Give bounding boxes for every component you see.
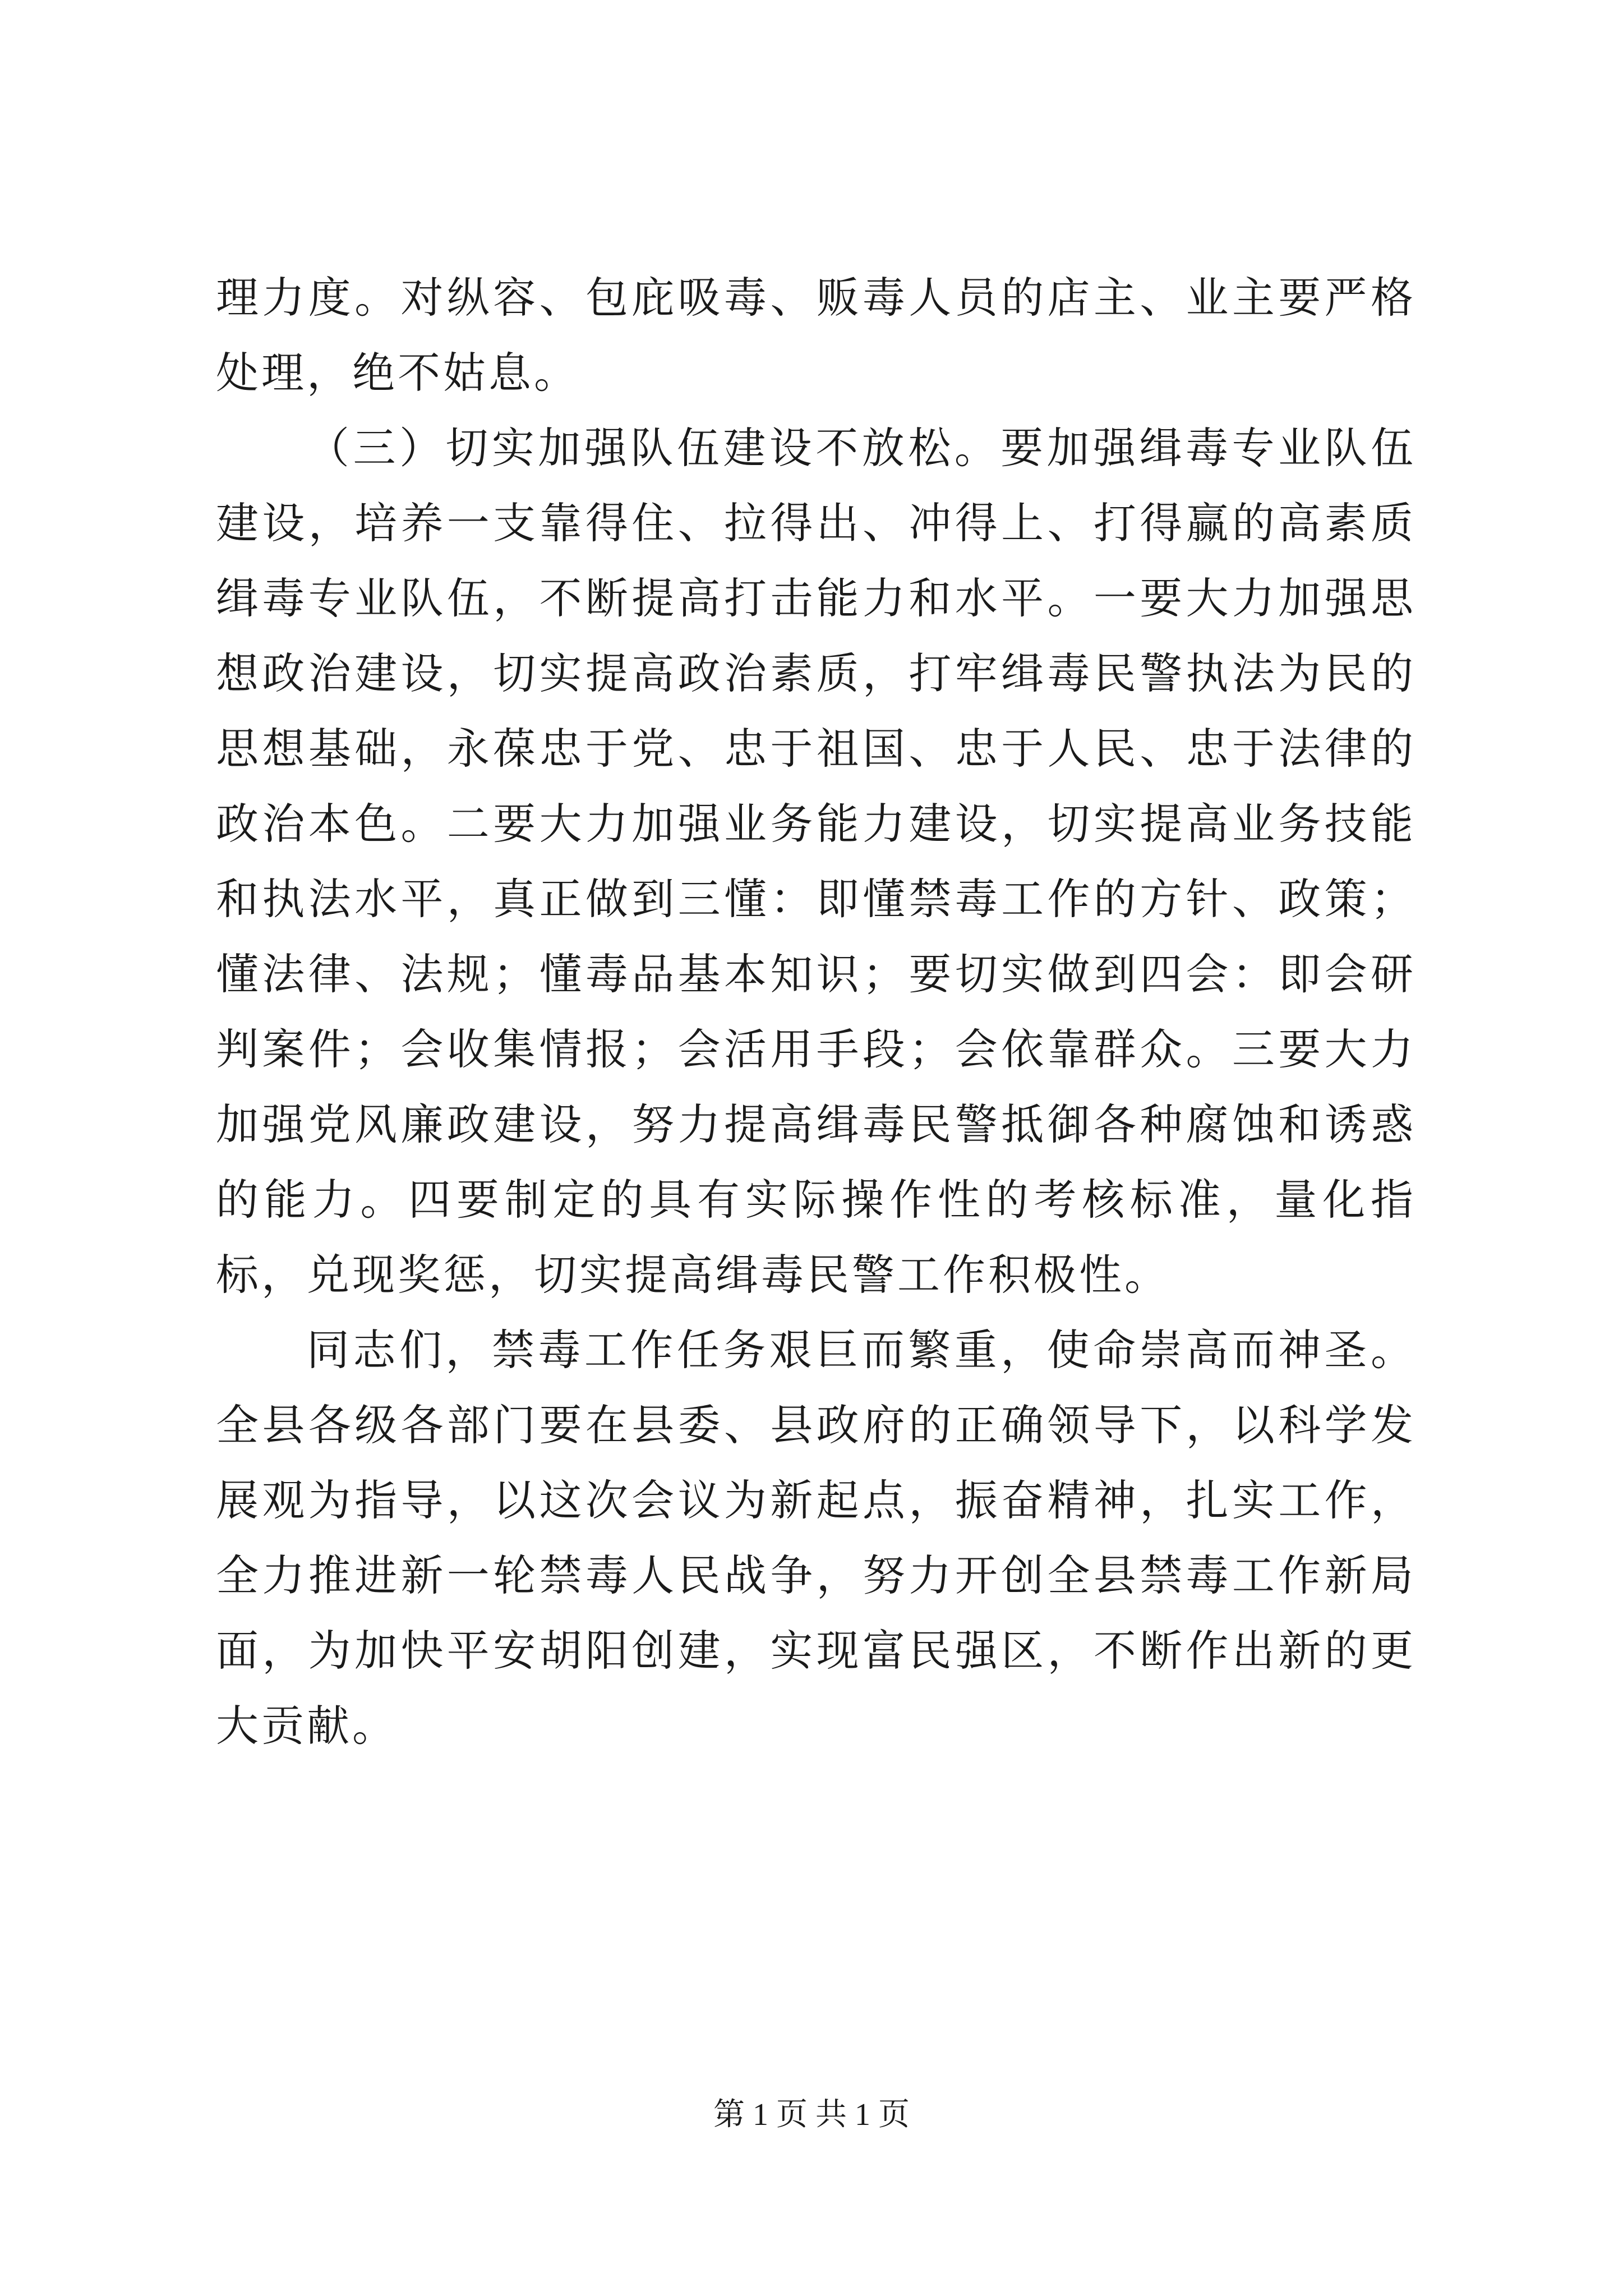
paragraph-team-building: （三）切实加强队伍建设不放松。要加强缉毒专业队伍建设，培养一支靠得住、拉得出、冲得上、打得赢的高素质缉毒专业队伍，不断提高打击能力和水平。一要大力加强思想政治建设，切实提高政治素质，打牢缉毒民警执法为民的思想基础，永葆忠于党、忠于祖国、忠于人民、忠于法律的政治本色。二要大力加强业务能力建设，切实提高业务技能和执法水平，真正做到三懂：即懂禁毒工作的方针、政策；懂法律、法规；懂毒品基本知识；要切实做到四会：即会研判案件；会收集情报；会活用手段；会依靠群众。三要大力加强党风廉政建设，努力提高缉毒民警抵御各种腐蚀和诱惑的能力。四要制定的具有实际操作性的考核标准，量化指标，兑现奖惩，切实提高缉毒民警工作积极性。	[216, 423, 1416, 1300]
page-footer: 第 1 页 共 1 页	[713, 2097, 910, 2132]
paragraph-continuation: 理力度。对纵容、包庇吸毒、贩毒人员的店主、业主要严格处理，绝不姑息。	[216, 273, 1416, 398]
paragraph-closing: 同志们，禁毒工作任务艰巨而繁重，使命崇高而神圣。全县各级各部门要在县委、县政府的正确领导下，以科学发展观为指导，以这次会议为新起点，振奋精神，扎实工作，全力推进新一轮禁毒人民战争，努力开创全县禁毒工作新局面，为加快平安胡阳创建，实现富民强区，不断作出新的更大贡献。	[216, 1325, 1416, 1751]
document-body	[216, 260, 1416, 1764]
